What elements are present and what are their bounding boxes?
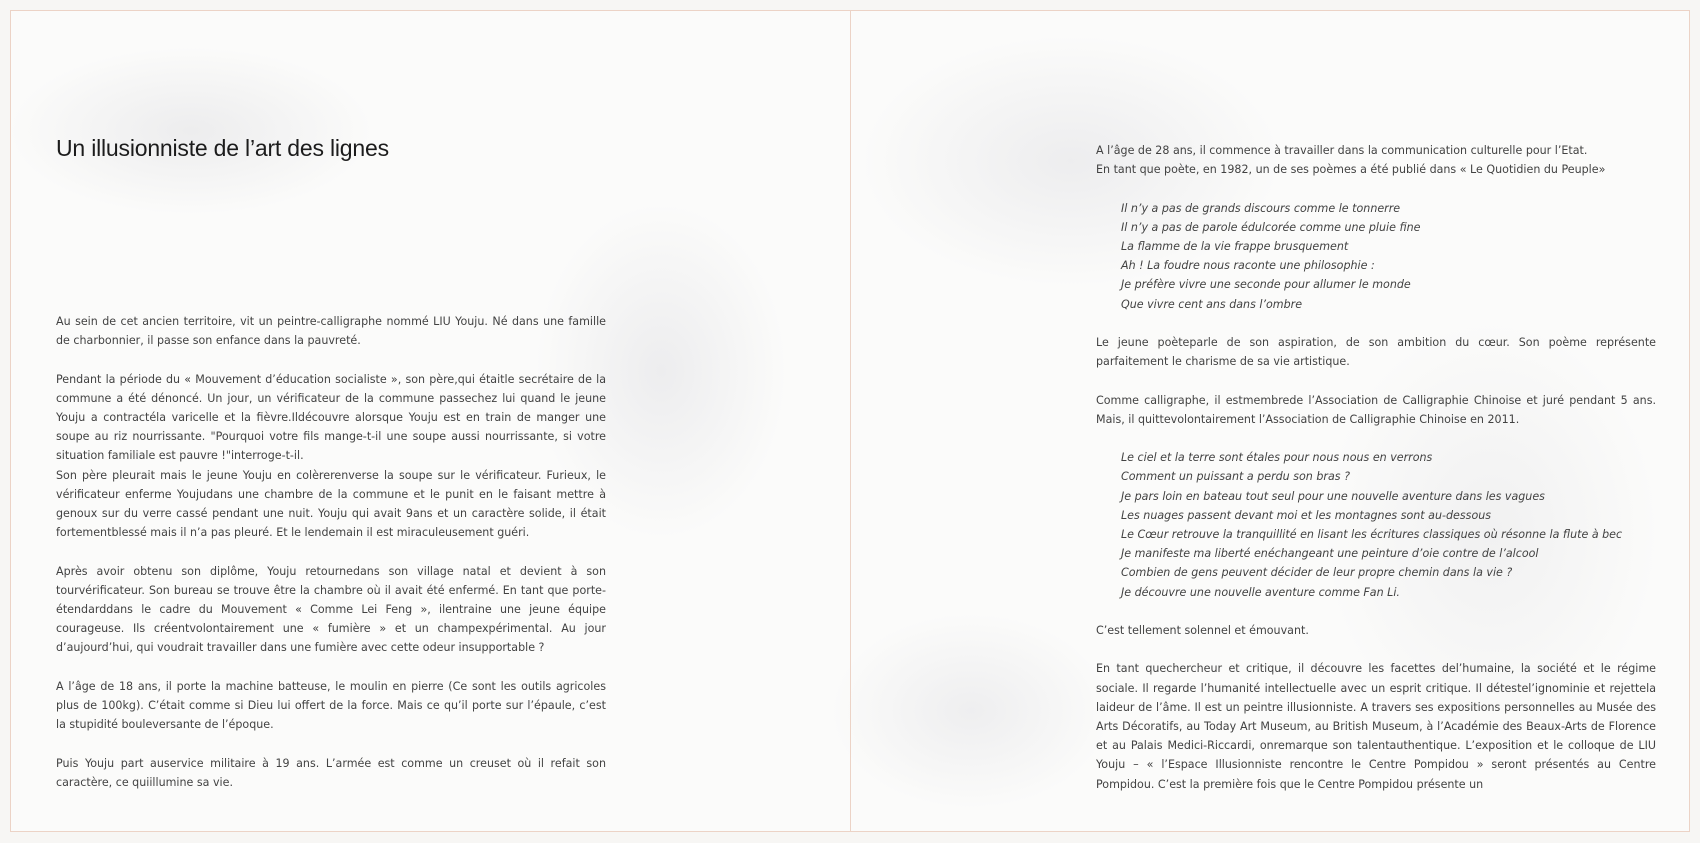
poem-2 [1121,448,1656,602]
intro-line: A l’âge de 28 ans, il commence à travailler dans la communication culturelle pour l’Etat. [1096,144,1588,157]
page-gutter [850,11,851,831]
paragraph: C’est tellement solennel et émouvant. [1096,624,1309,637]
left-body-text [56,312,606,811]
poem-line: La flamme de la vie frappe brusquement [1121,240,1349,253]
poem-line: Je pars loin en bateau tout seul pour une nouvelle aventure dans les vagues [1121,489,1545,503]
paragraph: Son père pleurait mais le jeune Youju en colèrerenverse la soupe sur le vérificateur. Furieux, le vérificateur enferme Youjudans une chambre de la commune et le punit en le faisant mettre à genoux sur du verre cassé pendant une nuit. Youju qui avait 9ans et un caractère solide, il était fortementblessé mais il n’a pas pleuré. Et le lendemain il est miraculeusement guéri. [56,468,606,540]
paragraph: Au sein de cet ancien territoire, vit un peintre-calligraphe nommé LIU Youju. Né dans une famille de charbonnier, il passe son enfance dans la pauvreté. [56,315,606,348]
right-body-text [1096,141,1656,813]
intro-line: En tant que poète, en 1982, un de ses poèmes a été publié dans « Le Quotidien du Peuple» [1096,163,1606,177]
poem-line: Que vivre cent ans dans l’ombre [1121,297,1303,311]
paragraph: Puis Youju part auservice militaire à 19 ans. L’armée est comme un creuset où il refait son caractère, ce quiillumine sa vie. [56,756,606,789]
poem-line: Combien de gens peuvent décider de leur propre chemin dans la vie ? [1121,566,1513,580]
poem-1 [1121,199,1656,314]
paragraph: En tant quechercheur et critique, il découvre les facettes del’humaine, la société et le régime sociale. Il regarde l’humanité intellectuelle avec un esprit critique. Il détestel’ignominie et rejettela laideur de l’âme. Il est un peintre illusionniste. A travers ses expositions personnelles au Musée des Arts Décoratifs, au Today Art Museum, au British Museum, à l’Académie des Beaux-Arts de Florence et au Palais Medici-Riccardi, onremarque son talentauthentique. L’exposition et le colloque de LIU Youju – « l’Espace Illusionniste rencontre le Centre Pompidou » seront présentés au Centre Pompidou. C’est la première fois que le Centre Pompidou présente un [1096,662,1656,791]
paragraph: Comme calligraphe, il estmembrede l’Association de Calligraphie Chinoise et juré pendant 5 ans. Mais, il quittevolontairement l’Association de Calligraphie Chinoise en 2011. [1096,393,1656,426]
paragraph: A l’âge de 18 ans, il porte la machine batteuse, le moulin en pierre (Ce sont les outils agricoles plus de 100kg). C’était comme si Dieu lui offert de la force. Mais ce qu’il porte sur l’épaule, c’est la stupidité bouleversante de l’époque. [56,679,606,732]
poem-line: Je préfère vivre une seconde pour allumer le monde [1121,278,1411,292]
poem-line: Je découvre une nouvelle aventure comme Fan Li. [1121,585,1400,599]
intro-paragraph [1096,141,1656,179]
poem-line: Il n’y a pas de parole édulcorée comme une pluie fine [1121,220,1421,234]
poem-line: Comment un puissant a perdu son bras ? [1121,470,1350,484]
page-title: Un illusionniste de l’art des lignes [56,135,389,161]
poem-line: Je manifeste ma liberté enéchangeant une peinture d’oie contre de l’alcool [1121,547,1539,561]
paragraph: Le jeune poèteparle de son aspiration, de son ambition du cœur. Son poème représente parfaitement le charisme de sa vie artistique. [1096,336,1656,369]
paragraph: Après avoir obtenu son diplôme, Youju retournedans son village natal et devient à son tourvérificateur. Son bureau se trouve être la chambre où il avait été enfermé. En tant que porte-étendarddans le cadre du Mouvement « Comme Lei Feng », ilentraine une jeune équipe courageuse. Ils créentvolontairement une « fumière » et un champexpérimental. Au jour d’aujourd’hui, qui voudrait travailler dans une fumière avec cette odeur insupportable ? [56,564,606,655]
poem-line: Le ciel et la terre sont étales pour nous nous en verrons [1121,451,1433,465]
right-page [1096,11,1656,831]
poem-line: Il n’y a pas de grands discours comme le tonnerre [1121,201,1401,215]
paragraph: Pendant la période du « Mouvement d’éducation socialiste », son père,qui étaitle secrétaire de la commune a été dénoncé. Un jour, un vérificateur de la commune passechez lui quand le jeune Youju a contractéla varicelle et la fièvre.Ildécouvre alorsque Youju est en train de manger une soupe au riz nourrissante. "Pourquoi votre fils mange-t-il une soupe aussi nourrissante, si votre situation familiale est pauvre !"interroge-t-il. [56,372,606,463]
poem-line: Les nuages passent devant moi et les montagnes sont au-dessous [1121,508,1492,522]
left-page [56,11,606,831]
poem-line: Ah ! La foudre nous raconte une philosophie : [1121,259,1375,273]
poem-line: Le Cœur retrouve la tranquillité en lisant les écritures classiques où résonne la flute à bec [1121,528,1623,541]
book-spread [10,10,1690,832]
